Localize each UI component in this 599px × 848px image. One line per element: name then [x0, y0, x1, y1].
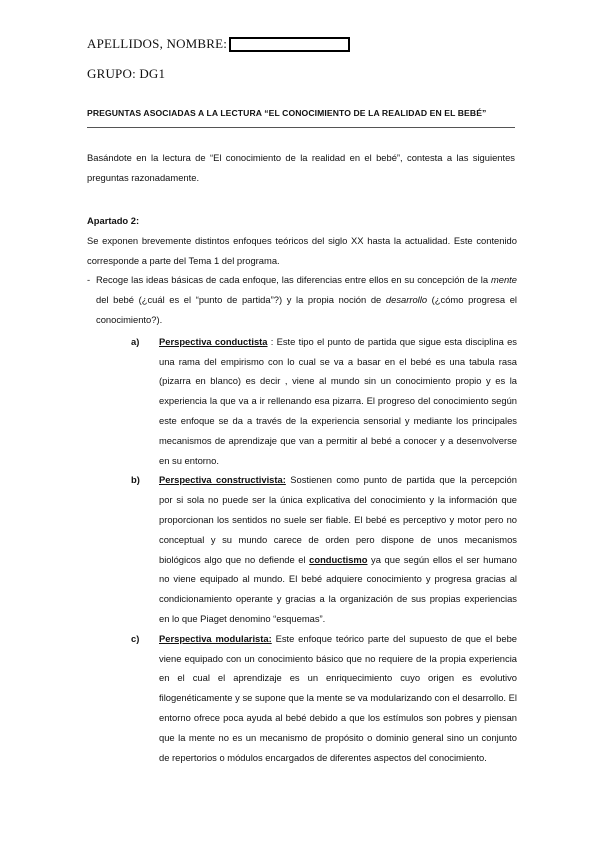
section-apartado-2: [87, 211, 517, 767]
section-paragraph: Se exponen brevemente distintos enfoques teóricos del siglo XX hasta la actualidad. Este contenido corresponde a parte del Tema 1 del programa.: [87, 234, 517, 266]
bullet-emphasis-desarrollo: desarrollo: [385, 294, 428, 306]
item-label: c): [131, 632, 140, 644]
list-item-conductista: [131, 332, 517, 471]
item-label: a): [131, 335, 140, 347]
section-title: Apartado 2:: [87, 215, 140, 226]
item-text: : Este tipo el punto de partida que sigue esta disciplina es una rama del empirismo con lo cual se va a basar en el bebé es una tabula rasa (pizarra en blanco) es decir , viene al mundo sin un conocimiento propio y es la experiencia la que va a ir rellenando esa pizarra. El progreso del conocimiento según este enfoque se da a través de la experiencia sensorial y mediante los principales mecanismos de aprendizaje que van a permitir al bebé a conocer y a desenvolverse en su entorno.: [159, 335, 517, 466]
name-label: APELLIDOS, NOMBRE:: [87, 36, 228, 51]
bullet-text-1: Recoge las ideas básicas de cada enfoque, las diferencias entre ellos en su concepción de la: [96, 274, 491, 286]
list-item-constructivista: [131, 470, 517, 628]
bullet-item: [87, 270, 517, 329]
item-text-before: Sostienen como punto de partida que la percepción por si sola no puede ser la única explicativa del conocimiento y la información que proporcionan los sentidos no suele ser fiable. El bebé es perceptivo y motor pero no conceptual y su mundo carece de orden pero dispone de unos mecanismos biológicos algo que no defiende el: [159, 474, 517, 565]
item-heading: Perspectiva conductista: [159, 335, 268, 347]
intro-paragraph: Basándote en la lectura de “El conocimiento de la realidad en el bebé”, contesta a las siguientes preguntas razonadamente.: [87, 152, 515, 183]
perspective-list: [131, 332, 517, 768]
item-label: b): [131, 474, 140, 486]
bullet-dash: -: [87, 274, 91, 286]
document-title: PREGUNTAS ASOCIADAS A LA LECTURA “EL CONOCIMIENTO DE LA REALIDAD EN EL BEBÉ”: [87, 108, 487, 118]
title-divider: [87, 127, 515, 128]
group-label: GRUPO: DG1: [87, 66, 166, 81]
name-row: [87, 36, 350, 52]
item-heading: Perspectiva constructivista:: [159, 474, 286, 486]
item-text-after: ya que según ellos el ser humano no viene equipado al mundo. El bebé adquiere conocimiento y progresa gracias al condicionamiento operante y gracias a la organización de sus propias experiencias en lo que Piaget denomino “esquemas”.: [159, 553, 517, 624]
bullet-text-2: del bebé (¿cuál es el “punto de partida”?) y la propia noción de: [96, 294, 386, 306]
bullet-text-3: (¿cómo progresa el conocimiento?).: [96, 294, 517, 325]
item-emphasis: conductismo: [309, 553, 368, 565]
item-heading: Perspectiva modularista:: [159, 632, 272, 644]
list-item-modularista: [131, 629, 517, 768]
item-text: Este enfoque teórico parte del supuesto de que el bebe viene equipado con un conocimiento básico que no requiere de la propia experiencia en el cual el aprendizaje es un enriquecimiento cuyo origen es evolutivo filogenéticamente y se supone que la mente se va modularizando con el desarrollo. El entorno ofrece poca ayuda al bebé debido a que los estímulos son pobres y piensan que la mente no es un mecanismo de propósito o dominio general sino un conjunto de repertorios o módulos encargados de diferentes aspectos del conocimiento.: [159, 632, 517, 763]
name-redaction-box: [229, 37, 350, 52]
bullet-emphasis-mente: mente: [490, 274, 517, 286]
